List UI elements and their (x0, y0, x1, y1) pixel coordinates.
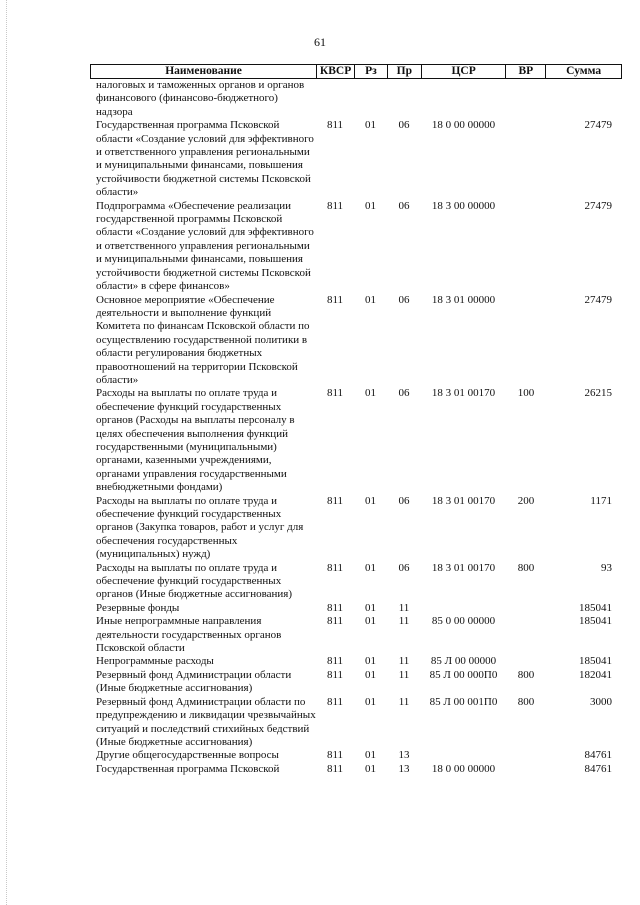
cell-rz: 01 (365, 615, 376, 628)
cell-sum: 84761 (584, 749, 612, 762)
cell-kvsr: 811 (326, 695, 344, 708)
cell-sum: 3000 (590, 695, 612, 708)
cell-csr: 18 3 01 00170 (431, 387, 496, 400)
cell-name: Государственная программа Псковской области «Создание условий для эффективного и ответственного управления региональными и муниципальными финансами, повышения устойчивости бюджетной системы Псковской области» (96, 119, 314, 199)
cell-vr: 200 (517, 494, 535, 507)
budget-table (90, 64, 622, 776)
table-row (90, 495, 622, 562)
cell-vr: 800 (517, 695, 535, 708)
cell-name: Расходы на выплаты по оплате труда и обеспечение функций государственных органов (Закупка товаров, работ и услуг для обеспечения государственных (муниципальных) нужд) (96, 494, 304, 561)
cell-kvsr: 811 (326, 762, 344, 775)
table-row (90, 387, 622, 494)
cell-rz: 01 (365, 695, 376, 708)
column-header-kvsr: КВСР (316, 65, 354, 78)
cell-kvsr: 811 (326, 655, 344, 668)
column-header-sum: Сумма (545, 65, 621, 78)
cell-csr: 18 0 00 00000 (431, 119, 496, 132)
cell-pr: 06 (398, 561, 410, 574)
cell-name: Резервный фонд Администрации области по предупреждению и ликвидации чрезвычайных ситуаций и последствий стихийных бедствий (Иные бюджетные ассигнования) (96, 695, 316, 748)
cell-vr: 800 (517, 668, 535, 681)
cell-csr: 18 3 01 00170 (431, 561, 496, 574)
cell-kvsr: 811 (326, 494, 344, 507)
cell-rz: 01 (365, 293, 376, 306)
cell-kvsr: 811 (326, 293, 344, 306)
cell-sum: 27479 (584, 119, 612, 132)
cell-rz: 01 (365, 749, 376, 762)
cell-pr: 11 (398, 655, 410, 668)
cell-rz: 01 (365, 199, 376, 212)
cell-csr: 85 0 00 00000 (431, 615, 496, 628)
table-row (90, 200, 622, 294)
cell-sum: 26215 (584, 387, 612, 400)
cell-pr: 13 (398, 762, 410, 775)
table-row (90, 696, 622, 750)
cell-name: Расходы на выплаты по оплате труда и обеспечение функций государственных органов (Расходы на выплаты персоналу в целях обеспечения выполнения функций государственными (муниципальными) органами, казенными учреждениями, органами управления государственными внебюджетными фондами) (96, 387, 295, 494)
cell-name: налоговых и таможенных органов и органов финансового (финансово-бюджетного) надзора (96, 79, 305, 118)
cell-csr: 18 0 00 00000 (431, 762, 496, 775)
cell-kvsr: 811 (326, 615, 344, 628)
table-row (90, 562, 622, 602)
cell-csr: 18 3 01 00170 (431, 494, 496, 507)
cell-sum: 185041 (579, 615, 612, 628)
cell-sum: 185041 (579, 601, 612, 614)
cell-kvsr: 811 (326, 119, 344, 132)
table-row (90, 615, 622, 655)
column-header-vr: ВР (505, 65, 545, 78)
cell-name: Государственная программа Псковской (96, 762, 280, 775)
cell-name: Основное мероприятие «Обеспечение деятельности и выполнение функций Комитета по финансам Псковской области по осуществлению государственной политики в области регулирования бюджетных правоотношений на территории Псковской области» (96, 293, 310, 386)
cell-kvsr: 811 (326, 749, 344, 762)
column-header-csr: ЦСР (421, 65, 506, 78)
table-row (90, 602, 622, 615)
cell-rz: 01 (365, 119, 376, 132)
cell-name: Резервный фонд Администрации области (Иные бюджетные ассигнования) (96, 668, 292, 695)
table-row (90, 655, 622, 668)
cell-vr: 800 (517, 561, 535, 574)
cell-pr: 11 (398, 615, 410, 628)
cell-csr: 85 Л 00 001П0 (429, 695, 498, 708)
binding-edge (6, 0, 11, 905)
cell-sum: 185041 (579, 655, 612, 668)
cell-kvsr: 811 (326, 601, 344, 614)
cell-kvsr: 811 (326, 668, 344, 681)
table-header (90, 64, 622, 79)
cell-pr: 06 (398, 119, 410, 132)
table-body (90, 79, 622, 776)
cell-pr: 13 (398, 749, 410, 762)
cell-rz: 01 (365, 494, 376, 507)
cell-rz: 01 (365, 561, 376, 574)
table-row (90, 294, 622, 388)
cell-name: Подпрограмма «Обеспечение реализации государственной программы Псковской области «Создание условий для эффективного и ответственного управления региональными и муниципальными финансами, повышения устойчивости бюджетной системы Псковской области» в сфере финансов» (96, 199, 314, 293)
table-row (90, 749, 622, 762)
cell-rz: 01 (365, 601, 376, 614)
cell-sum: 182041 (579, 668, 612, 681)
cell-csr: 85 Л 00 00000 (430, 655, 497, 668)
cell-name: Иные непрограммные направления деятельности государственных органов Псковской области (96, 615, 282, 655)
cell-csr: 18 3 01 00000 (431, 293, 496, 306)
cell-sum: 84761 (584, 762, 612, 775)
cell-rz: 01 (365, 655, 376, 668)
cell-pr: 11 (398, 695, 410, 708)
cell-name: Расходы на выплаты по оплате труда и обеспечение функций государственных органов (Иные бюджетные ассигнования) (96, 561, 293, 601)
column-header-pr: Пр (387, 65, 421, 78)
column-header-name: Наименование (165, 65, 242, 77)
table-row (90, 119, 622, 199)
cell-name: Резервные фонды (96, 601, 180, 614)
cell-csr: 85 Л 00 000П0 (429, 668, 498, 681)
column-header-rz: Рз (354, 65, 387, 78)
cell-name: Непрограммные расходы (96, 655, 214, 668)
cell-pr: 06 (398, 387, 410, 400)
cell-sum: 27479 (584, 293, 612, 306)
cell-pr: 06 (398, 494, 410, 507)
cell-kvsr: 811 (326, 387, 344, 400)
cell-sum: 93 (601, 561, 612, 574)
cell-kvsr: 811 (326, 561, 344, 574)
cell-pr: 11 (398, 668, 410, 681)
cell-vr: 100 (517, 387, 535, 400)
cell-name: Другие общегосударственные вопросы (96, 749, 279, 762)
table-row (90, 669, 622, 696)
cell-pr: 06 (398, 199, 410, 212)
cell-rz: 01 (365, 387, 376, 400)
cell-rz: 01 (365, 762, 376, 775)
cell-csr: 18 3 00 00000 (431, 199, 496, 212)
cell-sum: 1171 (590, 494, 612, 507)
cell-rz: 01 (365, 668, 376, 681)
cell-sum: 27479 (584, 199, 612, 212)
table-row (90, 763, 622, 776)
cell-pr: 06 (398, 293, 410, 306)
cell-pr: 11 (398, 601, 410, 614)
table-row (90, 79, 622, 119)
page-number: 61 (314, 35, 326, 49)
cell-kvsr: 811 (326, 199, 344, 212)
